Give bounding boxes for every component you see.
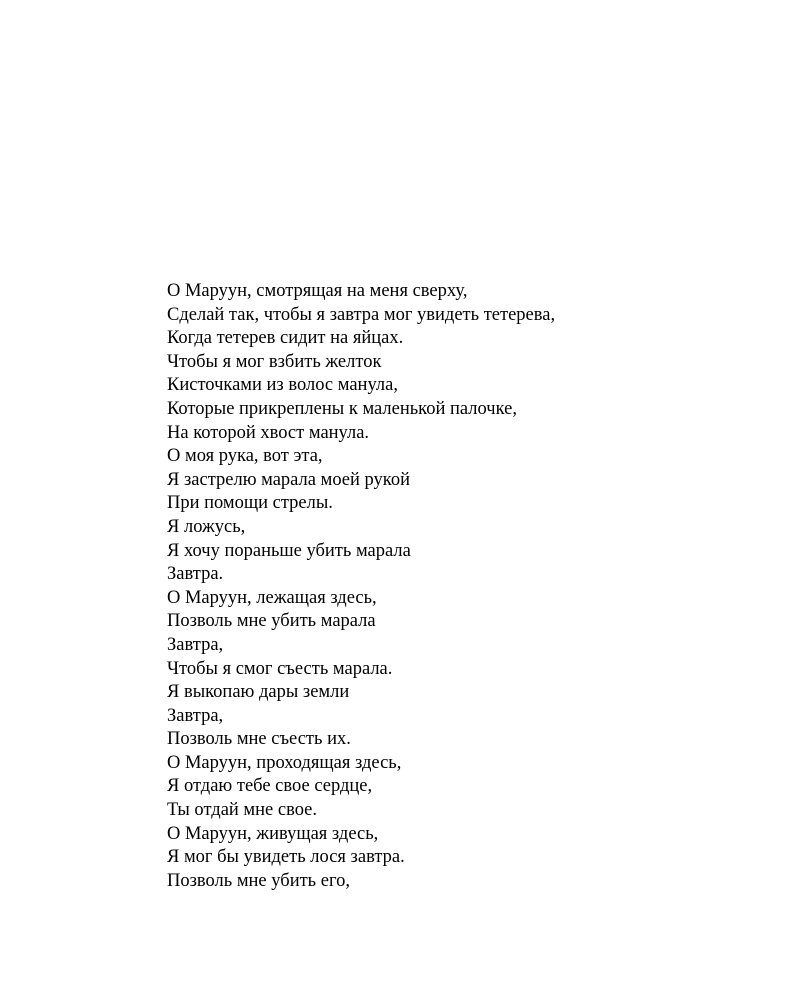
- poem-line: Я отдаю тебе свое сердце,: [167, 776, 373, 797]
- poem-line: Позволь мне убить марала: [167, 611, 376, 632]
- poem-line: Сделай так, чтобы я завтра мог увидеть тетерева,: [167, 304, 556, 325]
- poem-line: О Маруун, живущая здесь,: [167, 823, 379, 844]
- poem-line: Я хочу пораньше убить марала: [167, 540, 411, 561]
- poem-line: Я застрелю марала моей рукой: [167, 469, 411, 490]
- poem-line: О Маруун, смотрящая на меня сверху,: [167, 281, 468, 301]
- poem-line: Ты отдай мне свое.: [167, 800, 318, 821]
- poem-line: Завтра.: [167, 564, 224, 585]
- poem-text: [167, 280, 555, 893]
- poem-line: Позволь мне убить его,: [167, 870, 350, 891]
- poem-line: Завтра,: [167, 705, 224, 726]
- poem-line: Кисточками из волос манула,: [167, 375, 398, 396]
- poem-line: Позволь мне съесть их.: [167, 729, 351, 750]
- poem-line: При помощи стрелы.: [167, 493, 333, 514]
- poem-line: Когда тетерев сидит на яйцах.: [167, 328, 404, 349]
- poem-line: Которые прикреплены к маленькой палочке,: [167, 398, 517, 419]
- poem-line: Я выкопаю дары земли: [167, 682, 350, 703]
- poem-line: Чтобы я мог взбить желток: [167, 351, 382, 372]
- poem-line: Я ложусь,: [167, 516, 246, 537]
- poem-line: О Маруун, проходящая здесь,: [167, 752, 402, 773]
- poem-line: Завтра,: [167, 634, 224, 655]
- poem-line: О Маруун, лежащая здесь,: [167, 587, 377, 608]
- poem-line: На которой хвост манула.: [167, 422, 370, 443]
- poem-line: Я мог бы увидеть лося завтра.: [167, 847, 405, 868]
- poem-line: Чтобы я смог съесть марала.: [167, 658, 393, 679]
- poem-line: О моя рука, вот эта,: [167, 446, 323, 467]
